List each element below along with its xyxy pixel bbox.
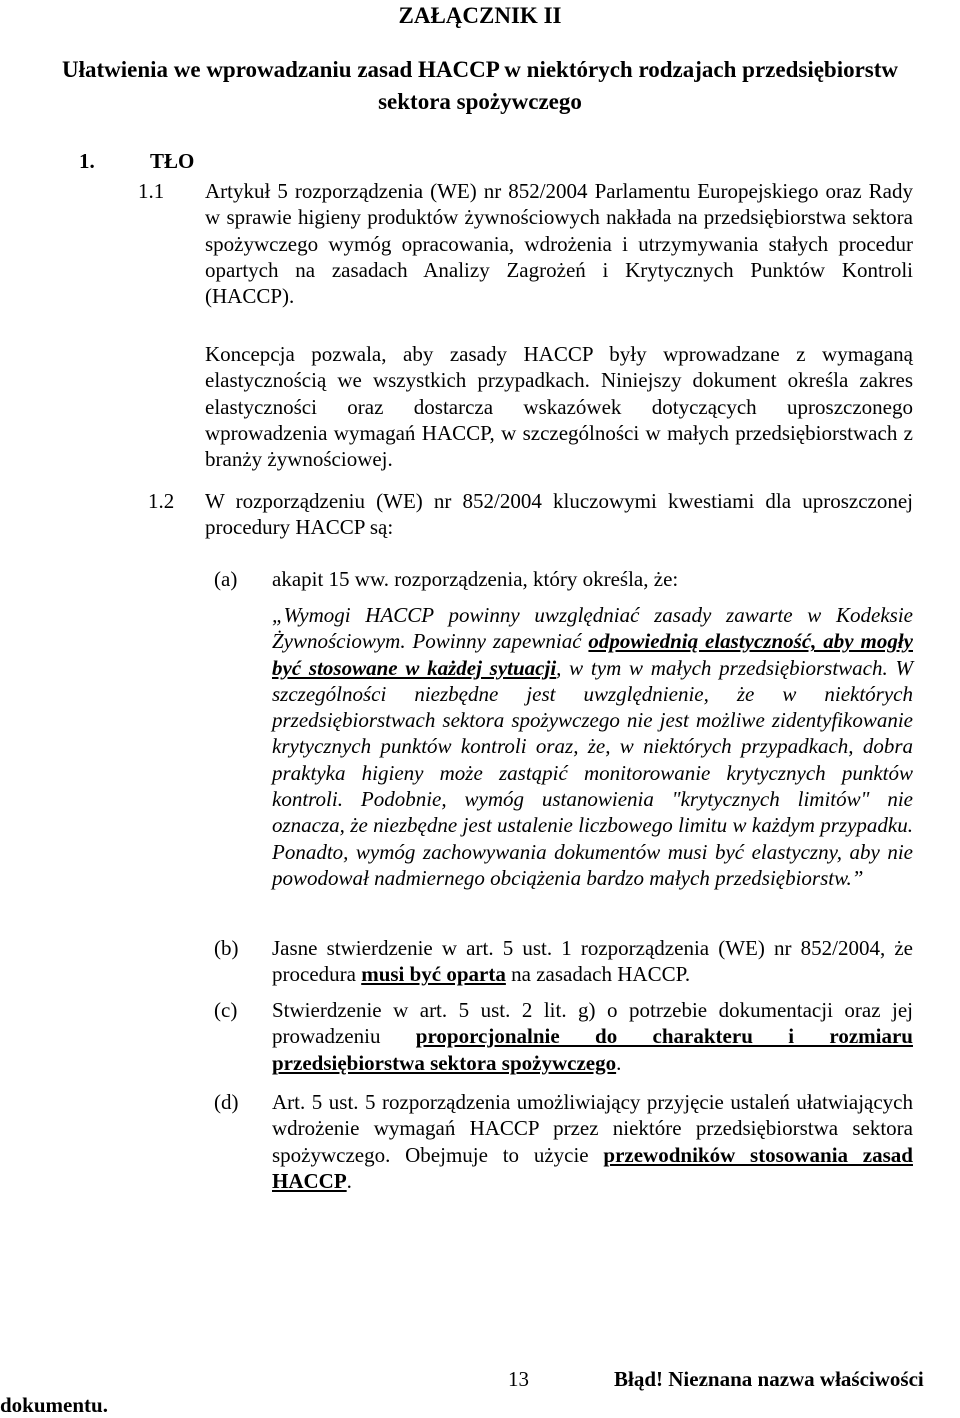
item-b-text [272, 935, 913, 988]
quote-text-start: „Wymogi HACCP powinny uwzględniać zasady zawarte w Kodeksie Żywnościowym. Powinny zapewniać [272, 603, 913, 654]
footer-error-continuation: dokumentu. [0, 1393, 108, 1417]
item-label-c: (c) [214, 998, 238, 1022]
item-label-d: (d) [214, 1090, 239, 1114]
item-c-text [272, 997, 913, 1076]
footer-error-text: Błąd! Nieznana nazwa właściwości [614, 1367, 924, 1391]
paragraph-1-1-continued: Koncepcja pozwala, aby zasady HACCP były wprowadzane z wymaganą elastycznością we wszystkich przypadkach. Niniejszy dokument określa zakres elastyczności oraz dostarcza wskazówek dotyczących uproszczonego wprowadzenia wymagań HACCP, w szczególności w małych przedsiębiorstwach z branży żywnościowej. [205, 342, 913, 472]
item-a-quote [272, 602, 913, 891]
page-number: 13 [508, 1367, 529, 1391]
item-b-text-start: Jasne stwierdzenie w art. 5 ust. 1 rozporządzenia (WE) nr 852/2004, że procedura [272, 936, 913, 987]
paragraph-1-1: Artykuł 5 rozporządzenia (WE) nr 852/2004 Parlamentu Europejskiego oraz Rady w sprawie higieny produktów żywnościowych nakłada na przedsiębiorstwa sektora spożywczego wymóg opracowania, wdrożenia i utrzymywania stałych procedur opartych na zasadach Analizy Zagrożeń i Krytycznych Punktów Kontroli (HACCP). [205, 179, 913, 309]
item-a-intro: akapit 15 ww. rozporządzenia, który określa, że: [272, 567, 679, 591]
item-d-text-start: Art. 5 ust. 5 rozporządzenia umożliwiający przyjęcie ustaleń ułatwiających wdrożenie wymagań HACCP przez niektóre przedsiębiorstwa sektora spożywczego. Obejmuje to użycie [272, 1090, 913, 1167]
section-title: TŁO [150, 149, 195, 173]
section-number: 1. [79, 149, 95, 173]
document-subtitle: Ułatwienia we wprowadzaniu zasad HACCP w niektórych rodzajach przedsiębiorstw sektora spożywczego [61, 57, 899, 114]
quote-text-end: , w tym w małych przedsiębiorstwach. W szczególności niezbędne jest uwzględnienie, że w niektórych przedsiębiorstwach sektora spożywczego nie jest możliwe zidentyfikowanie krytycznych punktów kontroli oraz, że, w niektórych przypadkach, dobra praktyka higieny może zastąpić monitorowanie krytycznych punktów kontroli. Podobnie, wymóg ustanowienia "krytycznych limitów" nie oznacza, że niezbędne jest ustalenie liczbowego limitu w każdym przypadku. Ponadto, wymóg zachowywania dokumentów musi być elastyczny, aby nie powodował nadmiernego obciążenia bardzo małych przedsiębiorstw.” [272, 655, 913, 890]
item-d-emphasis: przewodników stosowania zasad HACCP [272, 1142, 913, 1193]
item-c-text-start: Stwierdzenie w art. 5 ust. 2 lit. g) o potrzebie dokumentacji oraz jej prowadzeniu [272, 998, 913, 1049]
paragraph-1-2: W rozporządzeniu (WE) nr 852/2004 kluczowymi kwestiami dla uproszczonej procedury HACCP są: [205, 489, 913, 540]
item-label-b: (b) [214, 936, 239, 960]
item-b-emphasis: musi być oparta [361, 962, 506, 987]
item-c-emphasis: proporcjonalnie do charakteru i rozmiaru przedsiębiorstwa sektora spożywczego [272, 1024, 913, 1075]
item-c-text-end: . [616, 1050, 622, 1075]
quote-emphasis: odpowiednią elastyczność, aby mogły być stosowane w każdej sytuacji [272, 629, 913, 680]
item-d-text-end: . [346, 1168, 352, 1193]
annex-title: ZAŁĄCZNIK II [398, 3, 562, 28]
paragraph-number-1-1: 1.1 [138, 179, 165, 203]
item-label-a: (a) [214, 567, 238, 591]
item-d-text [272, 1089, 913, 1194]
paragraph-number-1-2: 1.2 [148, 489, 175, 513]
item-b-text-end: na zasadach HACCP. [505, 962, 691, 987]
